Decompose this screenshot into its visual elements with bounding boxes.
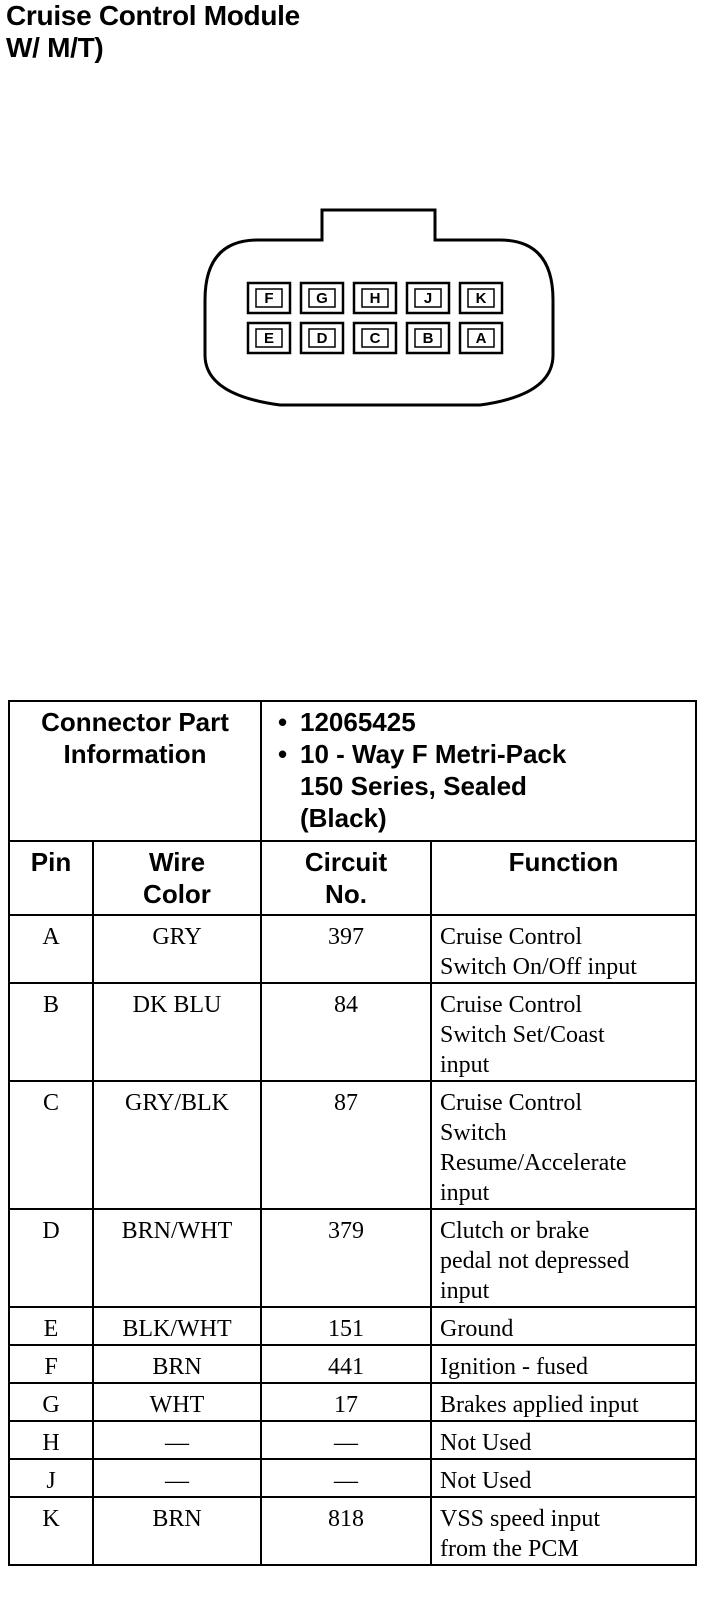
title-line-1: Cruise Control Module bbox=[6, 0, 300, 31]
pin-b bbox=[407, 323, 449, 353]
pin-label: C bbox=[369, 330, 381, 347]
wire-color-header-line-1: Wire bbox=[148, 847, 206, 877]
function-line: Brakes applied input bbox=[440, 1392, 639, 1418]
connector-part-label-line-2: Information bbox=[63, 739, 207, 769]
wire-color-header bbox=[93, 841, 261, 915]
pin-cell: A bbox=[9, 915, 93, 983]
circuit-cell: 379 bbox=[261, 1209, 431, 1307]
connector-info-row bbox=[9, 701, 696, 841]
table-row bbox=[9, 1345, 696, 1383]
function-line: Cruise Control bbox=[440, 924, 582, 950]
pinout-table bbox=[8, 700, 697, 1566]
pin-cell: H bbox=[9, 1421, 93, 1459]
pin-e bbox=[248, 323, 290, 353]
pin-label: H bbox=[369, 290, 381, 307]
pin-cell: G bbox=[9, 1383, 93, 1421]
circuit-cell: — bbox=[261, 1421, 431, 1459]
pin-d bbox=[301, 323, 343, 353]
function-line: input bbox=[440, 1180, 490, 1206]
table-row bbox=[9, 1081, 696, 1209]
pin-label: J bbox=[423, 290, 433, 307]
function-cell bbox=[431, 1209, 696, 1307]
pin-label: B bbox=[422, 330, 434, 347]
function-line: Not Used bbox=[440, 1468, 532, 1494]
table-row bbox=[9, 1209, 696, 1307]
function-line: Switch bbox=[440, 1120, 507, 1146]
pin-label: G bbox=[316, 290, 328, 307]
pin-f bbox=[248, 283, 290, 313]
pin-cell: F bbox=[9, 1345, 93, 1383]
circuit-cell: — bbox=[261, 1459, 431, 1497]
wire-color-cell: GRY bbox=[93, 915, 261, 983]
function-line: input bbox=[440, 1052, 490, 1078]
function-line: Clutch or brake bbox=[440, 1218, 590, 1244]
circuit-cell: 87 bbox=[261, 1081, 431, 1209]
function-line: Cruise Control bbox=[440, 1090, 582, 1116]
column-header-row bbox=[9, 841, 696, 915]
table-row bbox=[9, 983, 696, 1081]
title-line-2: W/ M/T) bbox=[6, 32, 104, 63]
pin-header bbox=[9, 841, 93, 915]
wire-color-cell: BRN bbox=[93, 1345, 261, 1383]
pin-c bbox=[354, 323, 396, 353]
table-row bbox=[9, 1421, 696, 1459]
pin-label: E bbox=[263, 330, 275, 347]
function-line: Not Used bbox=[440, 1430, 532, 1456]
wire-color-cell: WHT bbox=[93, 1383, 261, 1421]
function-cell bbox=[431, 1307, 696, 1345]
wire-color-cell: — bbox=[93, 1421, 261, 1459]
pin-k bbox=[460, 283, 502, 313]
connector-color: (Black) bbox=[300, 803, 387, 833]
wire-color-cell: GRY/BLK bbox=[93, 1081, 261, 1209]
table-row bbox=[9, 1383, 696, 1421]
function-line: Cruise Control bbox=[440, 992, 582, 1018]
function-line: Switch On/Off input bbox=[440, 954, 637, 980]
wire-color-cell: — bbox=[93, 1459, 261, 1497]
function-cell bbox=[431, 915, 696, 983]
connector-diagram bbox=[0, 0, 704, 420]
function-line: Resume/Accelerate bbox=[440, 1150, 627, 1176]
circuit-cell: 441 bbox=[261, 1345, 431, 1383]
circuit-cell: 17 bbox=[261, 1383, 431, 1421]
table-row bbox=[9, 915, 696, 983]
wire-color-header-line-2: Color bbox=[143, 879, 211, 909]
pin-header-text: Pin bbox=[30, 847, 72, 877]
function-cell bbox=[431, 1459, 696, 1497]
function-line: Ignition - fused bbox=[440, 1354, 588, 1380]
wire-color-cell: BRN bbox=[93, 1497, 261, 1565]
function-line: input bbox=[440, 1278, 490, 1304]
function-cell bbox=[431, 1497, 696, 1565]
circuit-header-line-2: No. bbox=[325, 879, 367, 909]
pin-cell: B bbox=[9, 983, 93, 1081]
function-line: from the PCM bbox=[440, 1536, 579, 1562]
pin-label: A bbox=[475, 330, 487, 347]
function-line: pedal not depressed bbox=[440, 1248, 630, 1274]
circuit-cell: 818 bbox=[261, 1497, 431, 1565]
connector-part-label-line-1: Connector Part bbox=[41, 707, 229, 737]
circuit-cell: 397 bbox=[261, 915, 431, 983]
function-line: Ground bbox=[440, 1316, 514, 1342]
pin-a bbox=[460, 323, 502, 353]
pin-cell: K bbox=[9, 1497, 93, 1565]
pin-label: D bbox=[316, 330, 328, 347]
pin-j bbox=[407, 283, 449, 313]
circuit-cell: 84 bbox=[261, 983, 431, 1081]
function-cell bbox=[431, 1081, 696, 1209]
pin-cell: D bbox=[9, 1209, 93, 1307]
connector-type: • 10 - Way F Metri-Pack bbox=[300, 738, 687, 770]
table-row bbox=[9, 1307, 696, 1345]
circuit-header bbox=[261, 841, 431, 915]
pin-g bbox=[301, 283, 343, 313]
function-line: Switch Set/Coast bbox=[440, 1022, 605, 1048]
function-header bbox=[431, 841, 696, 915]
wire-color-cell: DK BLU bbox=[93, 983, 261, 1081]
pin-label: K bbox=[475, 290, 487, 307]
connector-part-label bbox=[9, 701, 261, 841]
function-cell bbox=[431, 1421, 696, 1459]
function-line: VSS speed input bbox=[440, 1506, 601, 1532]
wire-color-cell: BLK/WHT bbox=[93, 1307, 261, 1345]
table-row bbox=[9, 1497, 696, 1565]
pin-cell: E bbox=[9, 1307, 93, 1345]
connector-part-details bbox=[261, 701, 696, 841]
circuit-header-line-1: Circuit bbox=[304, 847, 388, 877]
pin-cell: J bbox=[9, 1459, 93, 1497]
part-number: • 12065425 bbox=[300, 706, 687, 738]
function-cell bbox=[431, 1383, 696, 1421]
function-cell bbox=[431, 983, 696, 1081]
connector-series: 150 Series, Sealed bbox=[300, 771, 527, 801]
pin-cell: C bbox=[9, 1081, 93, 1209]
table-row bbox=[9, 1459, 696, 1497]
circuit-cell: 151 bbox=[261, 1307, 431, 1345]
pin-h bbox=[354, 283, 396, 313]
function-header-text: Function bbox=[508, 847, 619, 877]
wire-color-cell: BRN/WHT bbox=[93, 1209, 261, 1307]
pin-label: F bbox=[264, 290, 274, 307]
function-cell bbox=[431, 1345, 696, 1383]
